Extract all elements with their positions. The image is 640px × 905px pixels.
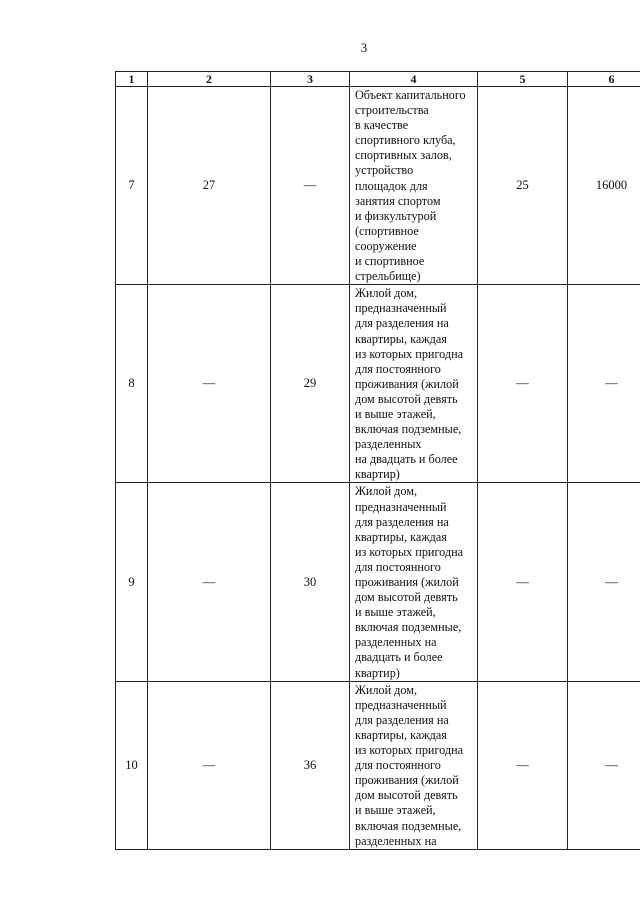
table-cell: — (568, 285, 640, 483)
table-row (116, 285, 640, 483)
table-cell: — (478, 483, 568, 681)
table-cell: — (568, 681, 640, 849)
description-cell: Объект капитального строительства в качестве спортивного клуба, спортивных залов, устройство площадок для занятия спортом и физкультурой (спортивное сооружение и спортивное стрельбище) (350, 87, 478, 285)
column-header-6: 6 (568, 72, 640, 87)
table-cell: — (478, 681, 568, 849)
table-cell: — (148, 483, 271, 681)
page-number: 3 (360, 40, 368, 55)
column-header-2: 2 (148, 72, 271, 87)
table-header-row (116, 72, 640, 87)
table-cell: 27 (148, 87, 271, 285)
row-number-cell: 10 (116, 681, 148, 849)
land-use-table (115, 71, 640, 850)
table-cell: 25 (478, 87, 568, 285)
column-header-5: 5 (478, 72, 568, 87)
table-cell: 36 (271, 681, 350, 849)
table-cell: — (271, 87, 350, 285)
description-cell: Жилой дом, предназначенный для разделения на квартиры, каждая из которых пригодна для постоянного проживания (жилой дом высотой девять и выше этажей, включая подземные, разделенных на двадцать и более квартир) (350, 483, 478, 681)
row-number-cell: 9 (116, 483, 148, 681)
table-row (116, 681, 640, 849)
column-header-3: 3 (271, 72, 350, 87)
row-number-cell: 8 (116, 285, 148, 483)
description-cell: Жилой дом, предназначенный для разделения на квартиры, каждая из которых пригодна для постоянного проживания (жилой дом высотой девять и выше этажей, включая подземные, разделенных на (350, 681, 478, 849)
table-row (116, 87, 640, 285)
table-cell: — (478, 285, 568, 483)
table-row (116, 483, 640, 681)
table-cell: — (568, 483, 640, 681)
table-cell: — (148, 681, 271, 849)
column-header-4: 4 (350, 72, 478, 87)
row-number-cell: 7 (116, 87, 148, 285)
table-cell: 29 (271, 285, 350, 483)
description-cell: Жилой дом, предназначенный для разделения на квартиры, каждая из которых пригодна для постоянного проживания (жилой дом высотой девять и выше этажей, включая подземные, разделенных на двадцать и более квартир) (350, 285, 478, 483)
table-cell: 16000 (568, 87, 640, 285)
table-cell: — (148, 285, 271, 483)
table-cell: 30 (271, 483, 350, 681)
column-header-1: 1 (116, 72, 148, 87)
